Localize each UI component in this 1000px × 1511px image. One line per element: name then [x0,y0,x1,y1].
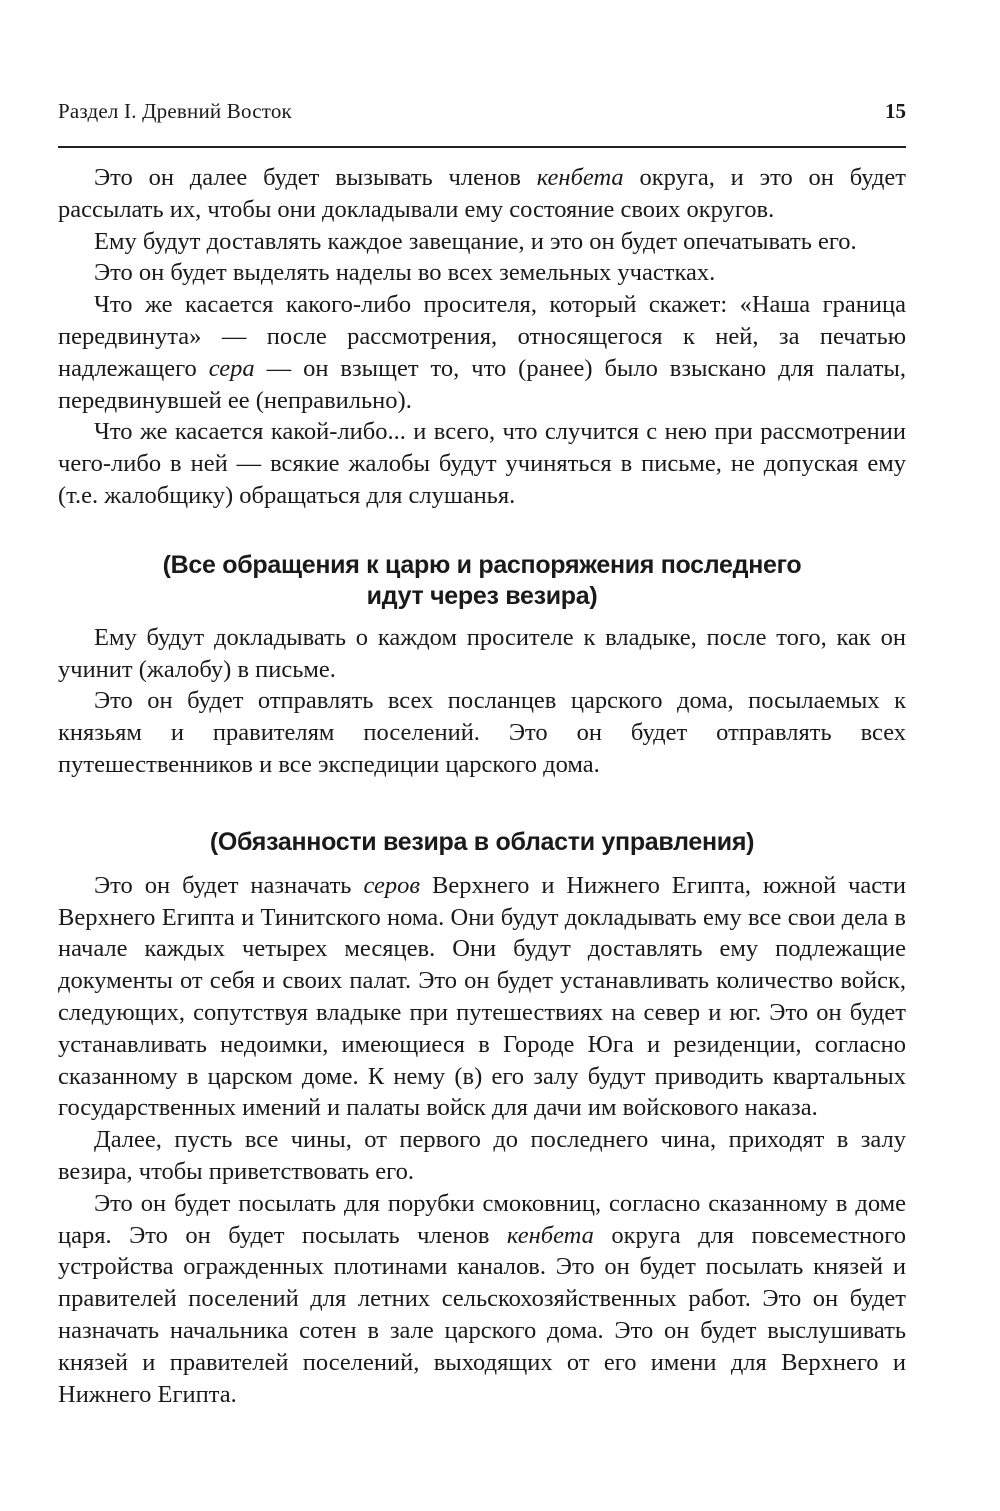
page-body [58,162,906,1410]
section-title: Раздел I. Древний Восток [58,99,292,123]
paragraph: Это он далее будет вызывать членов кенбета округа, и это он будет рассылать их, чтобы они докладывали ему состояние своих округов. [58,164,906,223]
paragraph: Это он будет посылать для порубки смоковниц, согласно сказанному в доме царя. Это он будет посылать членов кенбета округа для повсеместного устройства огражденных плотинами каналов. Это он будет посылать князей и правителей поселений для летних сельскохозяйственных работ. Это он будет назначать начальника сотен в зале царского дома. Это он будет выслушивать князей и правителей поселений, выходящих от его имени для Верхнего и Нижнего Египта. [58,1189,906,1408]
section-heading: (Обязанности везира в области управления) [209,827,755,856]
paragraph: Это он будет назначать серов Верхнего и Нижнего Египта, южной части Верхнего Египта и Тинитского нома. Они будут докладывать ему все свои дела в начале каждых четырех месяцев. Они будут доставлять ему подлежащие документы от себя и своих палат. Это он будет устанавливать количество войск, следующих, сопутствуя владыке при путешествиях на север и юг. Это он будет устанавливать недоимки, имеющиеся в Городе Юга и резиденции, согласно сказанному в царском доме. К нему (в) его залу будут приводить квартальных государственных имений и палаты войск для дачи им войскового наказа. [58,871,906,1122]
italic-term: кенбета [506,1221,594,1249]
section-heading: (Все обращения к царю и распоряжения последнего идут через везира) [162,550,802,610]
paragraph: Это он будет отправлять всех посланцев царского дома, посылаемых к князьям и правителям поселений. Это он будет отправлять всех путешественников и все экспедиции царского дома. [58,687,906,778]
running-head [58,98,906,124]
paragraph: Ему будут докладывать о каждом просителе к владыке, после того, как он учинит (жалобу) в письме. [58,623,906,683]
paragraph: Ему будут доставлять каждое завещание, и это он будет опечатывать его. [94,227,857,255]
paragraph: Далее, пусть все чины, от первого до последнего чина, приходят в залу везира, чтобы приветствовать его. [58,1126,906,1185]
header-rule [58,146,906,148]
paragraph: Что же касается какого-либо просителя, который скажет: «Наша граница передвинута» — после рассмотрения, относящегося к ней, за печатью надлежащего сера — он взыщет то, что (ранее) было взыскано для палаты, передвинувшей ее (неправильно). [58,291,906,414]
paragraph: Это он будет выделять наделы во всех земельных участках. [94,259,716,287]
italic-term: сера [208,354,255,382]
paragraph: Что же касается какой-либо... и всего, что случится с нею при рассмотрении чего-либо в ней — всякие жалобы будут учиняться в письме, не допуская ему (т.е. жалобщику) обращаться для слушанья. [58,418,906,509]
italic-term: серов [363,871,421,899]
italic-term: кенбета [536,164,624,191]
page-number: 15 [885,99,906,123]
